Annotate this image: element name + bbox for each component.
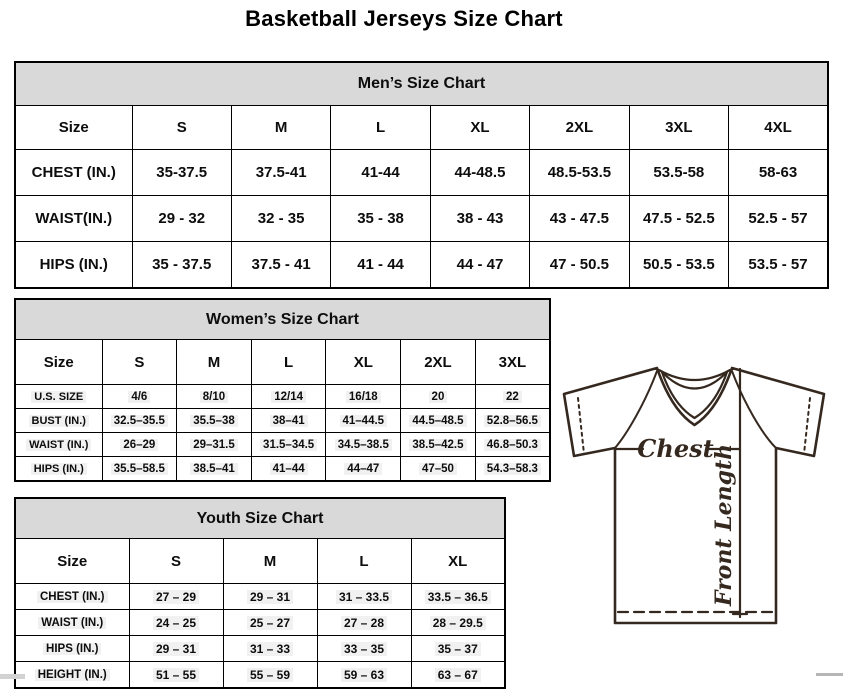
men-value-text: 47.5 - 52.5 xyxy=(642,210,715,227)
women-table-title: Women’s Size Chart xyxy=(15,299,550,340)
women-value-cell xyxy=(326,433,401,457)
youth-value-cell xyxy=(411,662,505,689)
men-value-cell xyxy=(331,242,430,289)
youth-row-label-text: CHEST (IN.) xyxy=(37,591,108,603)
youth-value-cell xyxy=(317,584,411,610)
women-value-cell xyxy=(251,457,326,482)
men-row-label-text: CHEST (IN.) xyxy=(31,164,116,181)
women-column-header: M xyxy=(177,340,252,385)
youth-row-label xyxy=(15,610,129,636)
women-value-cell xyxy=(177,457,252,482)
youth-size-header-label: Size xyxy=(15,539,129,584)
men-row-label xyxy=(15,150,132,196)
men-value-cell xyxy=(231,196,330,242)
youth-value-cell xyxy=(411,584,505,610)
women-row-label xyxy=(15,385,102,409)
youth-row-label-text: WAIST (IN.) xyxy=(38,617,106,629)
women-value-text: 12/14 xyxy=(271,391,306,403)
men-value-cell xyxy=(430,242,529,289)
women-column-header: XL xyxy=(326,340,401,385)
youth-value-text: 35 – 37 xyxy=(435,642,481,656)
women-value-text: 46.8–50.3 xyxy=(484,439,541,451)
youth-data-row xyxy=(15,584,505,610)
men-column-header: 3XL xyxy=(629,106,728,150)
youth-value-cell xyxy=(223,610,317,636)
men-column-header: L xyxy=(331,106,430,150)
youth-value-text: 31 – 33.5 xyxy=(336,590,392,604)
men-value-text: 53.5 - 57 xyxy=(748,256,808,273)
youth-value-text: 51 – 55 xyxy=(153,668,199,682)
youth-row-label-text: HEIGHT (IN.) xyxy=(35,669,110,681)
youth-value-cell xyxy=(223,636,317,662)
women-column-header: 2XL xyxy=(401,340,476,385)
men-value-cell xyxy=(132,242,231,289)
men-value-cell xyxy=(530,150,629,196)
men-value-cell xyxy=(331,150,430,196)
men-data-row xyxy=(15,150,828,196)
youth-value-text: 24 – 25 xyxy=(153,616,199,630)
youth-value-text: 59 – 63 xyxy=(341,668,387,682)
youth-value-text: 31 – 33 xyxy=(247,642,293,656)
women-value-text: 44.5–48.5 xyxy=(409,415,466,427)
men-value-text: 41 - 44 xyxy=(357,256,404,273)
men-value-cell xyxy=(629,150,728,196)
women-row-label-text: HIPS (IN.) xyxy=(31,463,87,475)
men-value-cell xyxy=(530,196,629,242)
women-data-row xyxy=(15,457,550,482)
men-value-text: 37.5-41 xyxy=(255,164,307,181)
men-value-cell xyxy=(231,150,330,196)
women-value-cell xyxy=(177,385,252,409)
men-value-text: 52.5 - 57 xyxy=(748,210,808,227)
youth-value-text: 27 – 28 xyxy=(341,616,387,630)
men-value-text: 50.5 - 53.5 xyxy=(642,256,715,273)
youth-data-row xyxy=(15,636,505,662)
youth-value-cell xyxy=(317,662,411,689)
men-data-row xyxy=(15,242,828,289)
youth-value-cell xyxy=(223,662,317,689)
women-value-cell xyxy=(401,409,476,433)
men-value-text: 35 - 37.5 xyxy=(152,256,212,273)
women-value-cell xyxy=(401,457,476,482)
men-value-cell xyxy=(729,242,828,289)
men-table xyxy=(14,61,829,289)
youth-column-header: S xyxy=(129,539,223,584)
men-row-label xyxy=(15,242,132,289)
women-value-text: 41–44 xyxy=(270,463,308,475)
women-column-header: S xyxy=(102,340,177,385)
women-row-label-text: BUST (IN.) xyxy=(29,415,89,427)
women-value-text: 26–29 xyxy=(120,439,158,451)
men-value-text: 48.5-53.5 xyxy=(547,164,612,181)
women-value-cell xyxy=(475,409,550,433)
women-value-cell xyxy=(401,385,476,409)
women-value-text: 41–44.5 xyxy=(340,415,388,427)
women-value-cell xyxy=(475,433,550,457)
men-value-text: 44 - 47 xyxy=(456,256,504,273)
men-value-text: 41-44 xyxy=(361,164,400,181)
women-value-cell xyxy=(251,409,326,433)
jersey-measurement-diagram xyxy=(556,358,843,630)
women-row-label xyxy=(15,409,102,433)
youth-value-cell xyxy=(411,636,505,662)
women-value-text: 38–41 xyxy=(270,415,308,427)
youth-row-label xyxy=(15,636,129,662)
youth-table xyxy=(14,497,506,689)
men-column-header: S xyxy=(132,106,231,150)
youth-column-header: XL xyxy=(411,539,505,584)
youth-size-chart-table xyxy=(14,497,506,689)
women-column-header: L xyxy=(251,340,326,385)
mens-size-chart-table xyxy=(14,61,829,289)
youth-value-text: 29 – 31 xyxy=(247,590,293,604)
women-value-text: 31.5–34.5 xyxy=(260,439,317,451)
youth-column-header: L xyxy=(317,539,411,584)
men-value-cell xyxy=(629,196,728,242)
youth-value-text: 63 – 67 xyxy=(435,668,481,682)
youth-value-text: 55 – 59 xyxy=(247,668,293,682)
cropped-ui-fragment-bottom-left xyxy=(0,674,25,679)
men-value-text: 29 - 32 xyxy=(158,210,206,227)
youth-value-text: 25 – 27 xyxy=(247,616,293,630)
youth-row-label-text: HIPS (IN.) xyxy=(43,643,101,655)
men-value-cell xyxy=(430,150,529,196)
men-value-text: 35-37.5 xyxy=(156,164,208,181)
page-title: Basketball Jerseys Size Chart xyxy=(245,6,563,31)
youth-value-text: 28 – 29.5 xyxy=(430,616,486,630)
women-value-text: 8/10 xyxy=(200,391,228,403)
men-value-cell xyxy=(729,150,828,196)
men-value-cell xyxy=(729,196,828,242)
men-column-header: XL xyxy=(430,106,529,150)
men-value-cell xyxy=(530,242,629,289)
youth-value-cell xyxy=(317,636,411,662)
men-value-text: 58-63 xyxy=(758,164,798,181)
men-value-cell xyxy=(430,196,529,242)
women-row-label-text: U.S. SIZE xyxy=(31,391,86,403)
men-value-cell xyxy=(331,196,430,242)
women-value-text: 38.5–42.5 xyxy=(409,439,466,451)
youth-value-cell xyxy=(411,610,505,636)
men-value-text: 38 - 43 xyxy=(456,210,504,227)
youth-value-cell xyxy=(129,610,223,636)
youth-value-cell xyxy=(223,584,317,610)
men-value-text: 32 - 35 xyxy=(257,210,305,227)
women-value-text: 22 xyxy=(503,391,522,403)
youth-row-label xyxy=(15,584,129,610)
women-value-text: 20 xyxy=(429,391,448,403)
youth-value-cell xyxy=(317,610,411,636)
women-value-cell xyxy=(102,433,177,457)
men-value-text: 35 - 38 xyxy=(357,210,404,227)
women-value-cell xyxy=(177,433,252,457)
women-size-header-label: Size xyxy=(15,340,102,385)
women-value-cell xyxy=(177,409,252,433)
youth-value-text: 33 – 35 xyxy=(341,642,387,656)
women-value-cell xyxy=(401,433,476,457)
youth-data-row xyxy=(15,662,505,689)
youth-value-cell xyxy=(129,662,223,689)
men-value-text: 44-48.5 xyxy=(454,164,506,181)
youth-column-header: M xyxy=(223,539,317,584)
women-value-text: 34.5–38.5 xyxy=(335,439,392,451)
women-value-cell xyxy=(326,409,401,433)
women-value-text: 4/6 xyxy=(128,391,150,403)
youth-data-row xyxy=(15,610,505,636)
men-column-header: 2XL xyxy=(530,106,629,150)
women-value-text: 16/18 xyxy=(346,391,381,403)
men-value-text: 53.5-58 xyxy=(653,164,705,181)
men-value-cell xyxy=(132,196,231,242)
women-value-cell xyxy=(326,385,401,409)
women-data-row xyxy=(15,433,550,457)
women-value-cell xyxy=(326,457,401,482)
women-value-text: 38.5–41 xyxy=(190,463,238,475)
women-value-cell xyxy=(475,385,550,409)
jersey-outline xyxy=(564,368,824,623)
women-value-cell xyxy=(251,433,326,457)
women-value-text: 44–47 xyxy=(344,463,382,475)
women-value-cell xyxy=(251,385,326,409)
women-row-label-text: WAIST (IN.) xyxy=(26,439,91,451)
men-value-cell xyxy=(132,150,231,196)
women-table xyxy=(14,298,551,482)
youth-table-title: Youth Size Chart xyxy=(15,498,505,539)
youth-row-label xyxy=(15,662,129,689)
women-row-label xyxy=(15,433,102,457)
women-value-text: 47–50 xyxy=(419,463,457,475)
women-row-label xyxy=(15,457,102,482)
women-data-row xyxy=(15,409,550,433)
womens-size-chart-table xyxy=(14,298,551,482)
men-value-text: 47 - 50.5 xyxy=(549,256,609,273)
men-column-header: 4XL xyxy=(729,106,828,150)
youth-value-cell xyxy=(129,636,223,662)
women-value-cell xyxy=(475,457,550,482)
men-row-label-text: WAIST(IN.) xyxy=(35,210,113,227)
women-value-text: 29–31.5 xyxy=(190,439,238,451)
women-value-cell xyxy=(102,385,177,409)
women-value-text: 35.5–58.5 xyxy=(111,463,168,475)
men-value-cell xyxy=(231,242,330,289)
chest-label: Chest xyxy=(637,434,714,463)
men-value-cell xyxy=(629,242,728,289)
women-value-text: 52.8–56.5 xyxy=(484,415,541,427)
women-value-cell xyxy=(102,409,177,433)
women-data-row xyxy=(15,385,550,409)
youth-value-cell xyxy=(129,584,223,610)
cropped-ui-fragment-bottom-right xyxy=(816,673,843,676)
men-size-header-label: Size xyxy=(15,106,132,150)
men-table-title: Men’s Size Chart xyxy=(15,62,828,106)
men-column-header: M xyxy=(231,106,330,150)
youth-value-text: 33.5 – 36.5 xyxy=(425,590,491,604)
youth-value-text: 27 – 29 xyxy=(153,590,199,604)
men-row-label-text: HIPS (IN.) xyxy=(39,256,108,273)
front-length-label: Front Length xyxy=(711,443,737,607)
women-value-text: 35.5–38 xyxy=(190,415,238,427)
men-value-text: 37.5 - 41 xyxy=(251,256,311,273)
women-value-text: 54.3–58.3 xyxy=(484,463,541,475)
women-value-cell xyxy=(102,457,177,482)
men-value-text: 43 - 47.5 xyxy=(549,210,609,227)
men-data-row xyxy=(15,196,828,242)
men-row-label xyxy=(15,196,132,242)
women-column-header: 3XL xyxy=(475,340,550,385)
youth-value-text: 29 – 31 xyxy=(153,642,199,656)
women-value-text: 32.5–35.5 xyxy=(111,415,168,427)
